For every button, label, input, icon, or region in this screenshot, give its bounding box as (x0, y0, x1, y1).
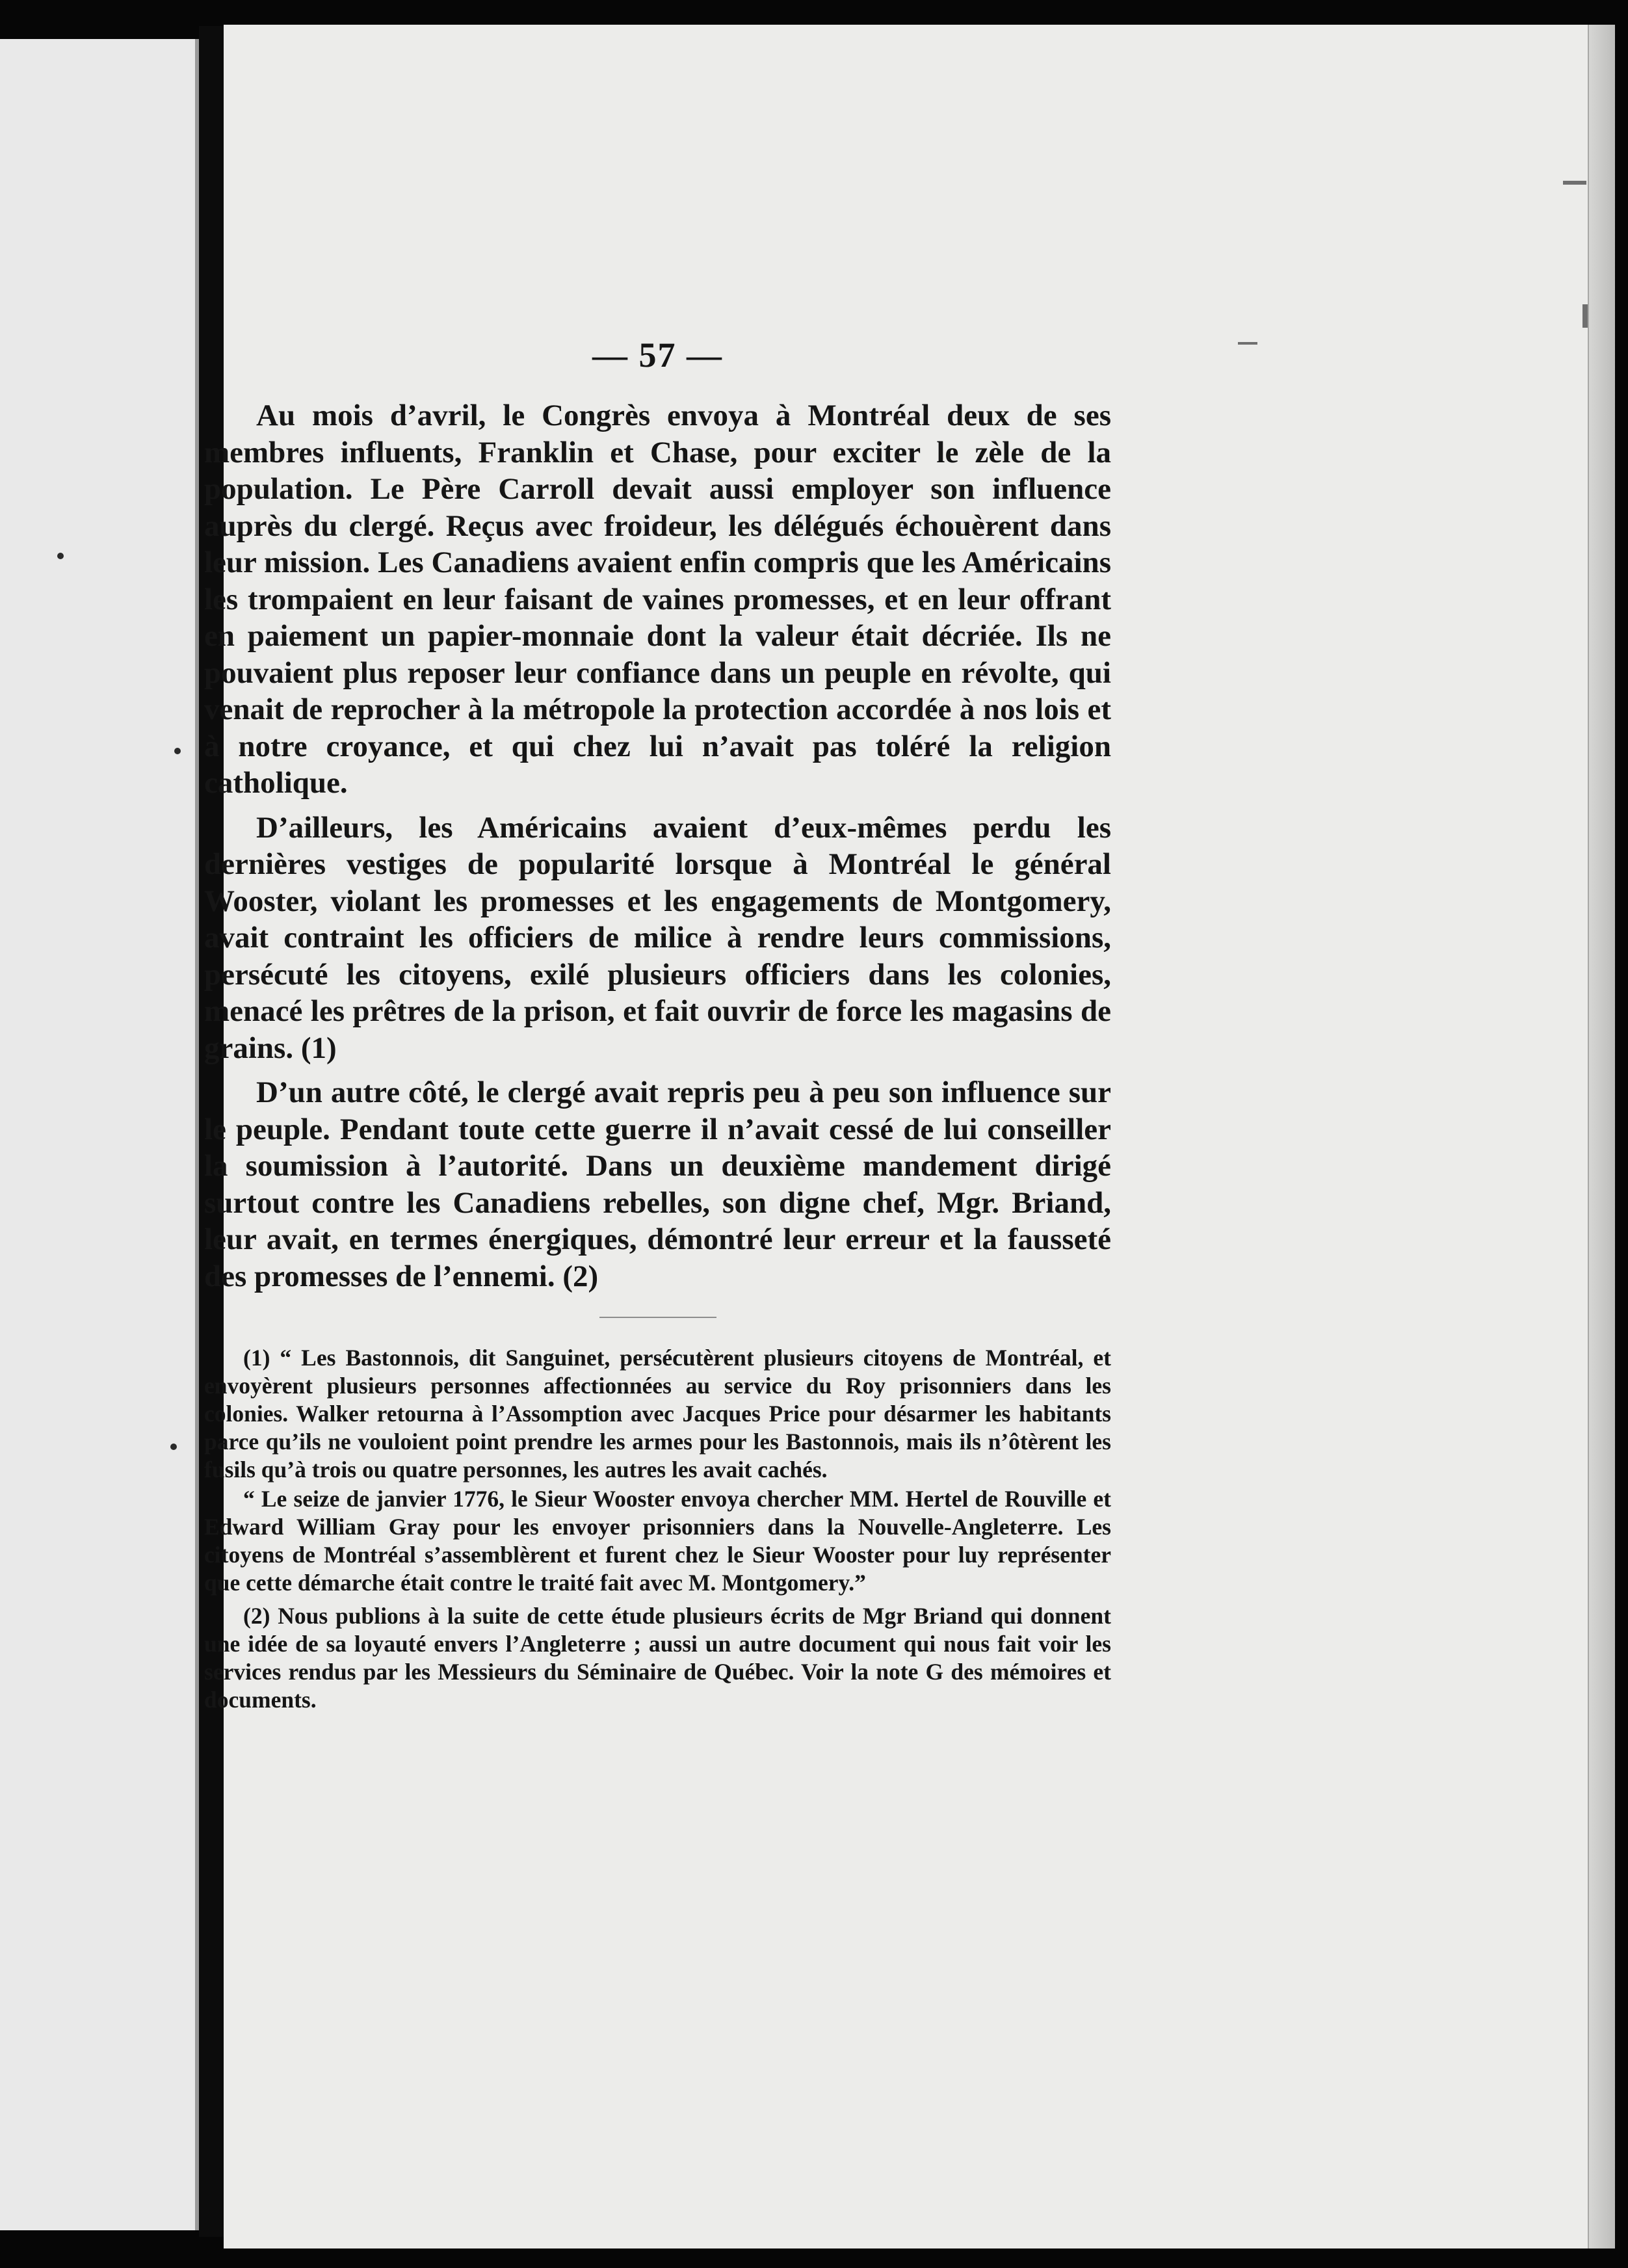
ink-speck (174, 748, 181, 754)
scan-mark (1563, 181, 1586, 185)
footnote: (2) Nous publions à la suite de cette étude plusieurs écrits de Mgr Briand qui donnent une idée de sa loyauté envers l’Angleterre ; aussi un autre document qui nous fait voir les services rendus par les Messieurs du Séminaire de Québec. Voir la note G des mémoires et documents. (204, 1603, 1111, 1713)
paragraph: Au mois d’avril, le Congrès envoya à Montréal deux de ses membres influents, Franklin et Chase, pour exciter le zèle de la population. Le Père Carroll devait aussi employer son influence auprès du clergé. Reçus avec froideur, les délégués échouèrent dans leur mission. Les Canadiens avaient enfin compris que les Américains les trompaient en leur faisant de vaines promesses, et en leur offrant en paiement un papier-monnaie dont la valeur était décriée. Ils ne pouvaient plus reposer leur confiance dans un peuple en révolte, qui venait de reprocher à la métropole la protection accordée à nos lois et à notre croyance, et qui chez lui n’avait pas toléré la religion catholique. (204, 399, 1111, 800)
facing-page (0, 39, 199, 2230)
footnote-divider (599, 1317, 716, 1318)
ink-speck (170, 1444, 177, 1450)
ink-speck (57, 553, 64, 559)
paragraph: D’ailleurs, les Américains avaient d’eux-mêmes perdu les dernières vestiges de popularité lorsque à Montréal le général Wooster, violant les promesses et les engagements de Montgomery, avait contraint les officiers de milice à rendre leurs commissions, persécuté les citoyens, exilé plusieurs officiers dans les colonies, menacé les prêtres de la prison, et fait ouvrir de force les magasins de grains. (1) (204, 810, 1111, 1065)
footnote: (1) “ Les Bastonnois, dit Sanguinet, persécutèrent plusieurs citoyens de Montréal, et envoyèrent plusieurs personnes affectionnées au service du Roy prisonniers dans les colonies. Walker retourna à l’Assomption avec Jacques Price pour désarmer les habitants parce qu’ils ne vouloient point prendre les armes pour les Bastonnois, mais ils n’ôtèrent les fusils qu’à trois ou quatre personnes, les autres les avait cachés. (204, 1345, 1111, 1483)
text-column (204, 335, 1111, 1719)
main-text (204, 397, 1111, 1295)
footnote: “ Le seize de janvier 1776, le Sieur Wooster envoya chercher MM. Hertel de Rouville et Edward William Gray pour les envoyer prisonniers dans la Nouvelle-Angleterre. Les citoyens de Montréal s’assemblèrent et furent chez le Sieur Wooster pour luy représenter que cette démarche était contre le traité fait avec M. Montgomery.” (204, 1486, 1111, 1596)
page-number: — 57 — (592, 336, 723, 375)
page-edge (1588, 25, 1615, 2248)
scan-mark (1238, 342, 1257, 345)
paragraph: D’un autre côté, le clergé avait repris peu à peu son influence sur le peuple. Pendant toute cette guerre il n’avait cessé de lui conseiller la soumission à l’autorité. Dans un deuxième mandement dirigé surtout contre les Canadiens rebelles, son digne chef, Mgr. Briand, leur avait, en termes énergiques, démontré leur erreur et la fausseté des promesses de l’ennemi. (2) (204, 1075, 1111, 1293)
scan-mark (1582, 304, 1588, 328)
footnotes (204, 1344, 1111, 1714)
